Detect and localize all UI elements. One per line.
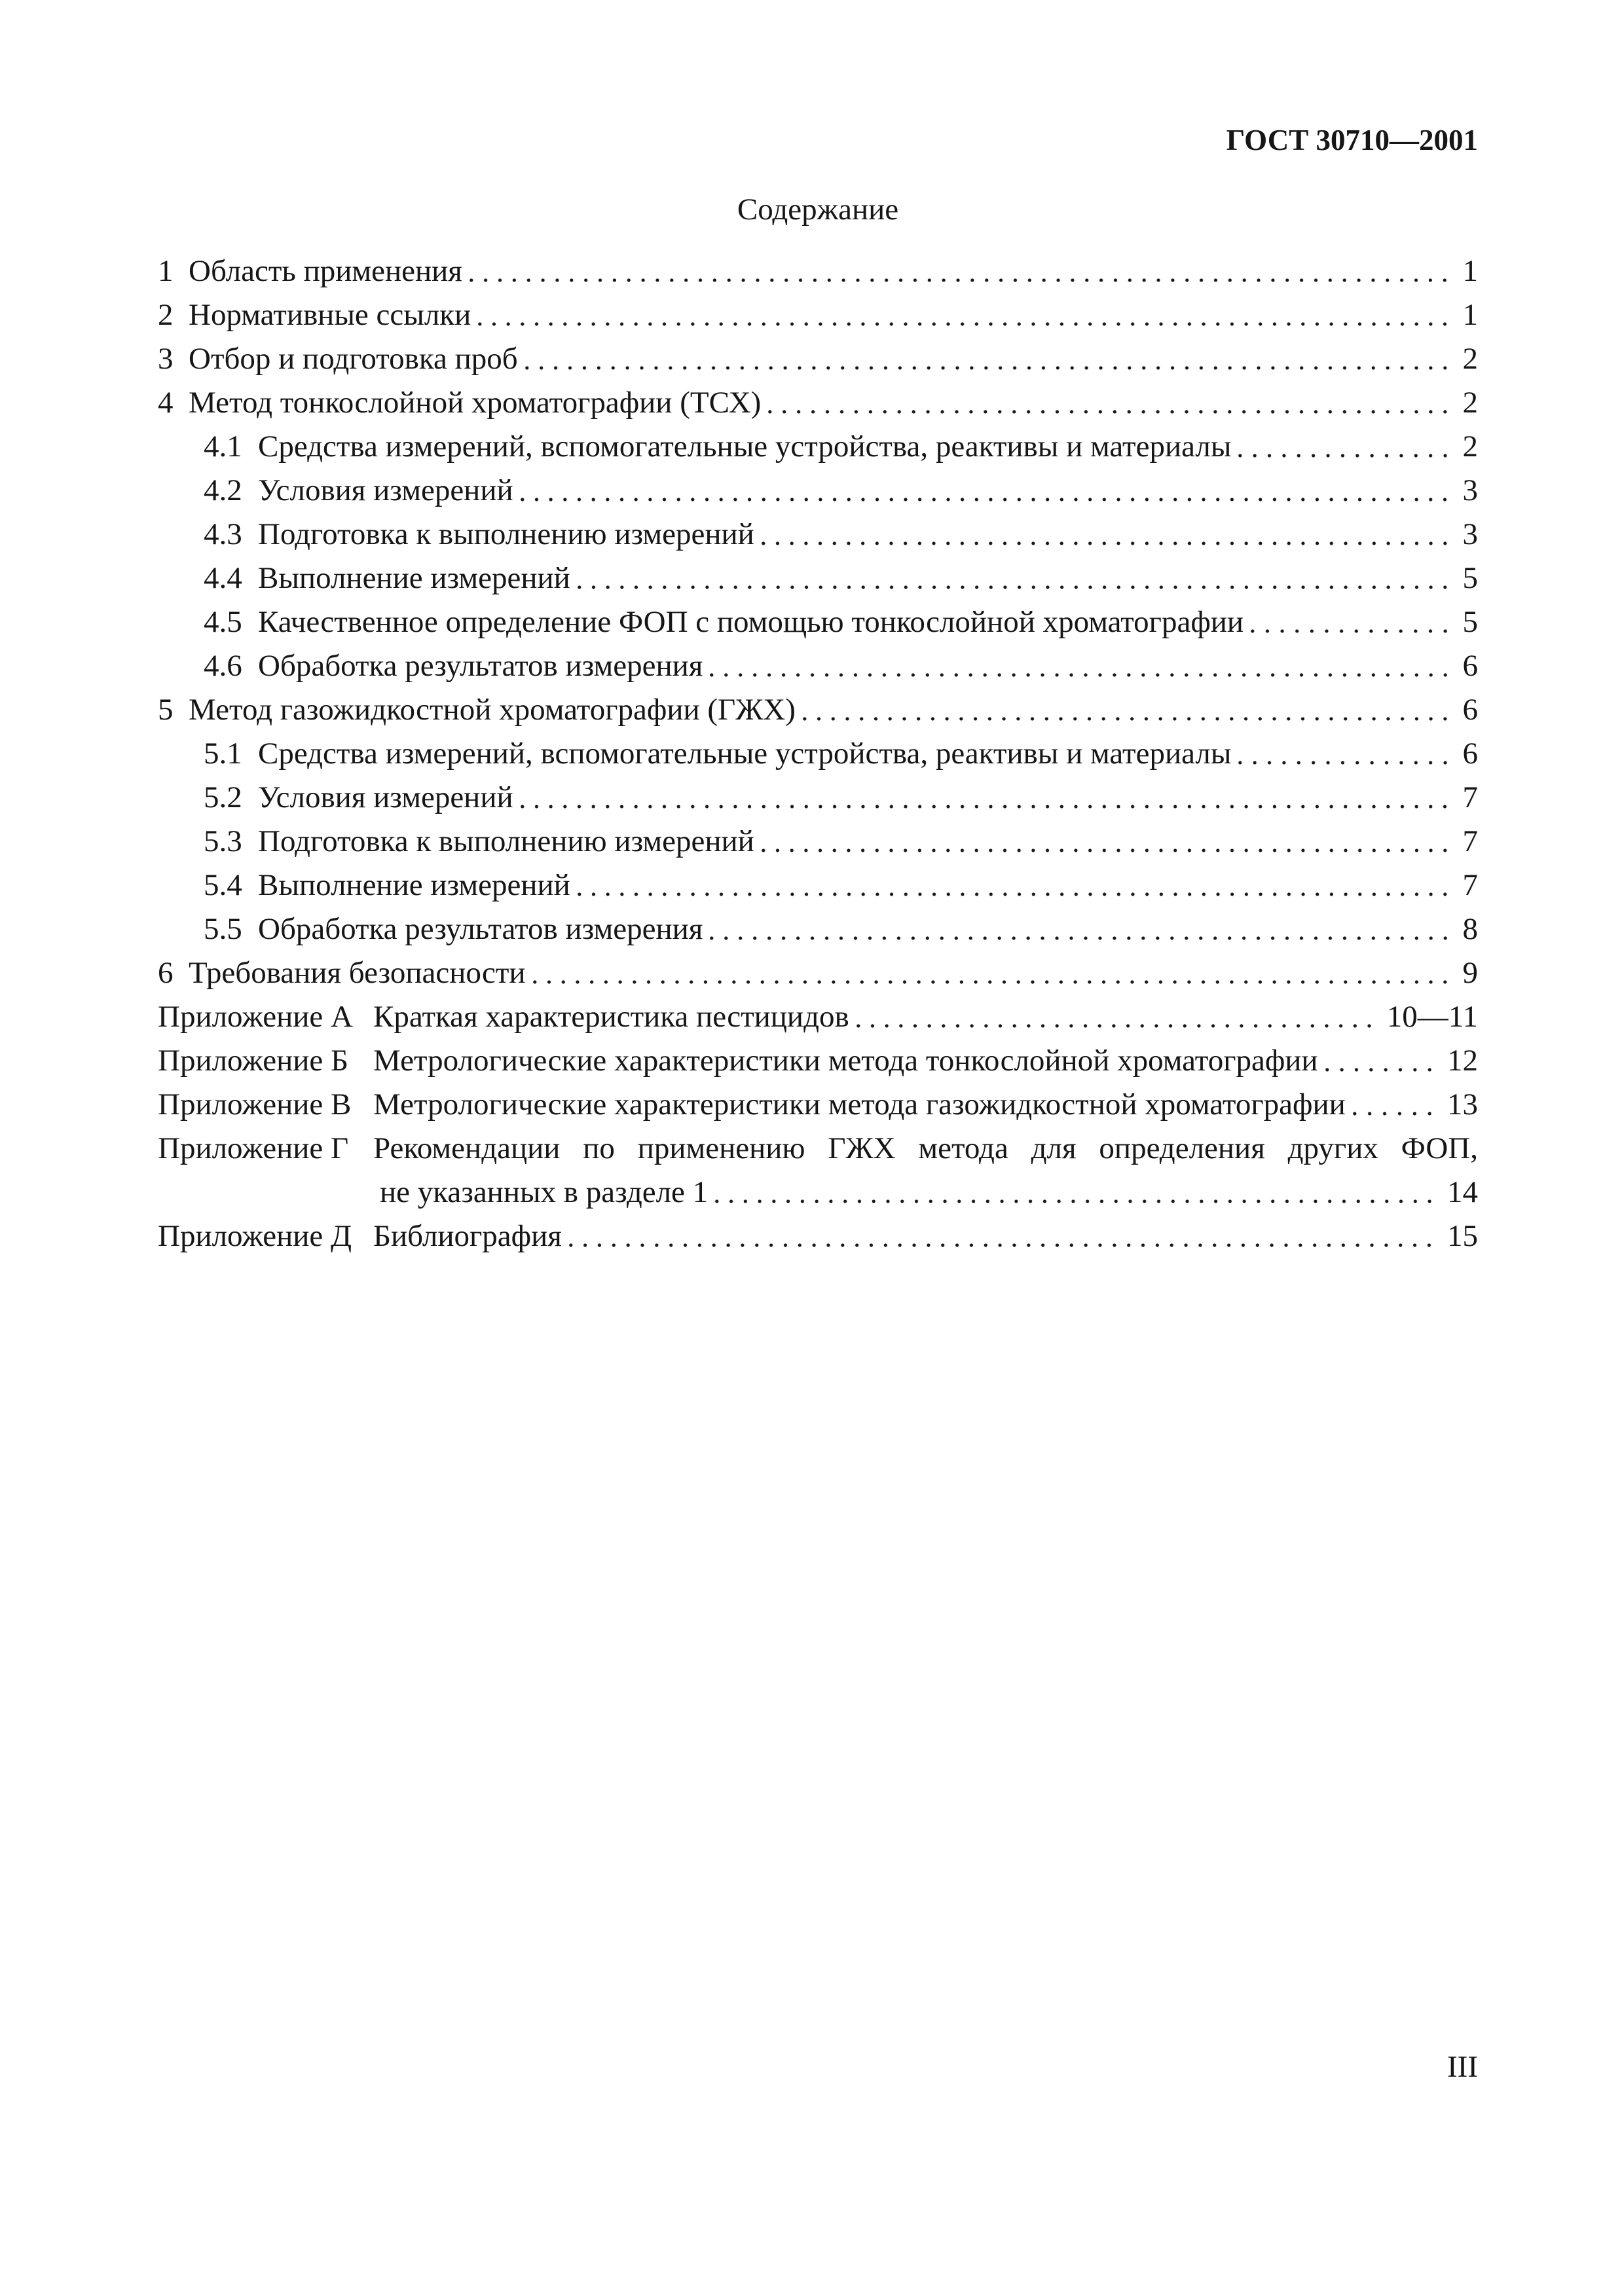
entry-title: Подготовка к выполнению измерений xyxy=(258,824,754,858)
entry-number: 4.6 xyxy=(204,649,242,683)
entry-title-line-2: не указанных в разделе 1 xyxy=(380,1175,709,1209)
entry-page: 5 xyxy=(1462,561,1478,595)
entry-number: 4.5 xyxy=(204,605,242,639)
toc-entry-6 xyxy=(158,951,1478,995)
entry-page: 2 xyxy=(1462,429,1478,464)
dot-leader xyxy=(705,644,1452,688)
entry-page: 10—11 xyxy=(1386,1000,1478,1034)
entry-page: 13 xyxy=(1447,1087,1478,1121)
toc-entry-line xyxy=(158,1171,1478,1214)
toc-entry-3 xyxy=(158,337,1478,381)
entry-title: Метрологические характеристики метода тонкослойной хроматографии xyxy=(373,1044,1318,1078)
entry-page: 3 xyxy=(1462,473,1478,507)
entry-page: 1 xyxy=(1462,254,1478,288)
standard-code: ГОСТ 30710—2001 xyxy=(1226,124,1478,156)
dot-leader xyxy=(520,337,1452,381)
dot-leader xyxy=(1320,1039,1437,1083)
entry-page: 2 xyxy=(1462,386,1478,420)
toc-entry-4-5 xyxy=(158,600,1478,644)
page-number: III xyxy=(1447,2050,1478,2084)
entry-number: 5.4 xyxy=(204,868,242,902)
dot-leader xyxy=(473,293,1452,337)
entry-title: Обработка результатов измерения xyxy=(258,912,703,946)
entry-title: Метод тонкослойной хроматографии (ТСХ) xyxy=(189,386,762,420)
dot-leader xyxy=(705,907,1452,951)
entry-title: Обработка результатов измерения xyxy=(258,649,703,683)
entry-title: Средства измерений, вспомогательные устройства, реактивы и материалы xyxy=(258,737,1232,771)
dot-leader xyxy=(1233,732,1452,776)
appendix-label: Приложение Б xyxy=(158,1044,348,1078)
entry-number: 2 xyxy=(158,298,174,332)
entry-page: 6 xyxy=(1462,737,1478,771)
entry-page: 7 xyxy=(1462,780,1478,814)
toc-entry-5-2 xyxy=(158,776,1478,820)
dot-leader xyxy=(851,995,1376,1039)
dot-leader xyxy=(572,864,1452,907)
toc-entry-appendix-g xyxy=(158,1127,1478,1214)
toc-entry-4-2 xyxy=(158,469,1478,513)
toc-entry-4-4 xyxy=(158,556,1478,600)
entry-title: Условия измерений xyxy=(258,780,513,814)
entry-number: 4.4 xyxy=(204,561,242,595)
dot-leader xyxy=(763,381,1452,425)
toc-entry-appendix-v xyxy=(158,1083,1478,1127)
appendix-label: Приложение А xyxy=(158,1000,353,1034)
toc-entry-appendix-d xyxy=(158,1214,1478,1258)
entry-number: 6 xyxy=(158,956,174,990)
appendix-label: Приложение В xyxy=(158,1087,352,1121)
toc-entry-appendix-b xyxy=(158,1039,1478,1083)
entry-page: 5 xyxy=(1462,605,1478,639)
entry-title: Нормативные ссылки xyxy=(189,298,471,332)
entry-title: Метрологические характеристики метода газожидкостной хроматографии xyxy=(373,1087,1346,1121)
entry-title: Отбор и подготовка проб xyxy=(189,342,518,376)
entry-page: 15 xyxy=(1447,1219,1478,1253)
dot-leader xyxy=(1245,600,1452,644)
entry-number: 5.2 xyxy=(204,780,242,814)
toc-entry-1 xyxy=(158,249,1478,293)
dot-leader xyxy=(572,556,1452,600)
entry-number: 4.1 xyxy=(204,429,242,464)
entry-title: Условия измерений xyxy=(258,473,513,507)
dot-leader xyxy=(710,1171,1437,1214)
appendix-label: Приложение Г xyxy=(158,1131,349,1165)
toc-entry-line xyxy=(158,1127,1478,1171)
entry-page: 6 xyxy=(1462,693,1478,727)
entry-number: 5.1 xyxy=(204,737,242,771)
entry-page: 14 xyxy=(1447,1175,1478,1209)
entry-page: 9 xyxy=(1462,956,1478,990)
entry-page: 2 xyxy=(1462,342,1478,376)
dot-leader xyxy=(464,249,1452,293)
dot-leader xyxy=(798,688,1452,732)
entry-page: 8 xyxy=(1462,912,1478,946)
entry-title: Качественное определение ФОП с помощью тонкослойной хроматографии xyxy=(258,605,1244,639)
toc-entry-5-3 xyxy=(158,820,1478,864)
entry-page: 12 xyxy=(1447,1044,1478,1078)
entry-title: Выполнение измерений xyxy=(258,561,570,595)
table-of-contents xyxy=(158,249,1478,1258)
entry-page: 3 xyxy=(1462,517,1478,551)
dot-leader xyxy=(1233,425,1452,469)
toc-entry-appendix-a xyxy=(158,995,1478,1039)
entry-title: Метод газожидкостной хроматографии (ГЖХ) xyxy=(189,693,796,727)
entry-title: Требования безопасности xyxy=(189,956,526,990)
toc-entry-5-4 xyxy=(158,864,1478,907)
dot-leader xyxy=(515,776,1452,820)
toc-title: Содержание xyxy=(737,192,899,227)
entry-number: 5.5 xyxy=(204,912,242,946)
dot-leader xyxy=(756,820,1452,864)
dot-leader xyxy=(1348,1083,1437,1127)
entry-title: Библиография xyxy=(373,1219,562,1253)
entry-title-line-1: Рекомендации по применению ГЖХ метода для определения других ФОП, xyxy=(373,1131,1478,1165)
dot-leader xyxy=(515,469,1452,513)
toc-entry-5-1 xyxy=(158,732,1478,776)
toc-entry-4 xyxy=(158,381,1478,425)
entry-number: 1 xyxy=(158,254,174,288)
entry-title: Подготовка к выполнению измерений xyxy=(258,517,754,551)
toc-entry-4-1 xyxy=(158,425,1478,469)
entry-title: Краткая характеристика пестицидов xyxy=(373,1000,849,1034)
entry-number: 4.2 xyxy=(204,473,242,507)
entry-page: 1 xyxy=(1462,298,1478,332)
appendix-label: Приложение Д xyxy=(158,1219,352,1253)
dot-leader xyxy=(564,1214,1437,1258)
dot-leader xyxy=(756,513,1452,556)
entry-title: Область применения xyxy=(189,254,462,288)
entry-number: 3 xyxy=(158,342,174,376)
toc-entry-2 xyxy=(158,293,1478,337)
entry-page: 7 xyxy=(1462,824,1478,858)
entry-title: Выполнение измерений xyxy=(258,868,570,902)
entry-title: Средства измерений, вспомогательные устройства, реактивы и материалы xyxy=(258,429,1232,464)
entry-number: 4.3 xyxy=(204,517,242,551)
entry-number: 5 xyxy=(158,693,174,727)
entry-number: 5.3 xyxy=(204,824,242,858)
toc-entry-4-6 xyxy=(158,644,1478,688)
toc-entry-5-5 xyxy=(158,907,1478,951)
entry-number: 4 xyxy=(158,386,174,420)
dot-leader xyxy=(528,951,1452,995)
entry-page: 7 xyxy=(1462,868,1478,902)
entry-page: 6 xyxy=(1462,649,1478,683)
toc-entry-4-3 xyxy=(158,513,1478,556)
toc-entry-5 xyxy=(158,688,1478,732)
